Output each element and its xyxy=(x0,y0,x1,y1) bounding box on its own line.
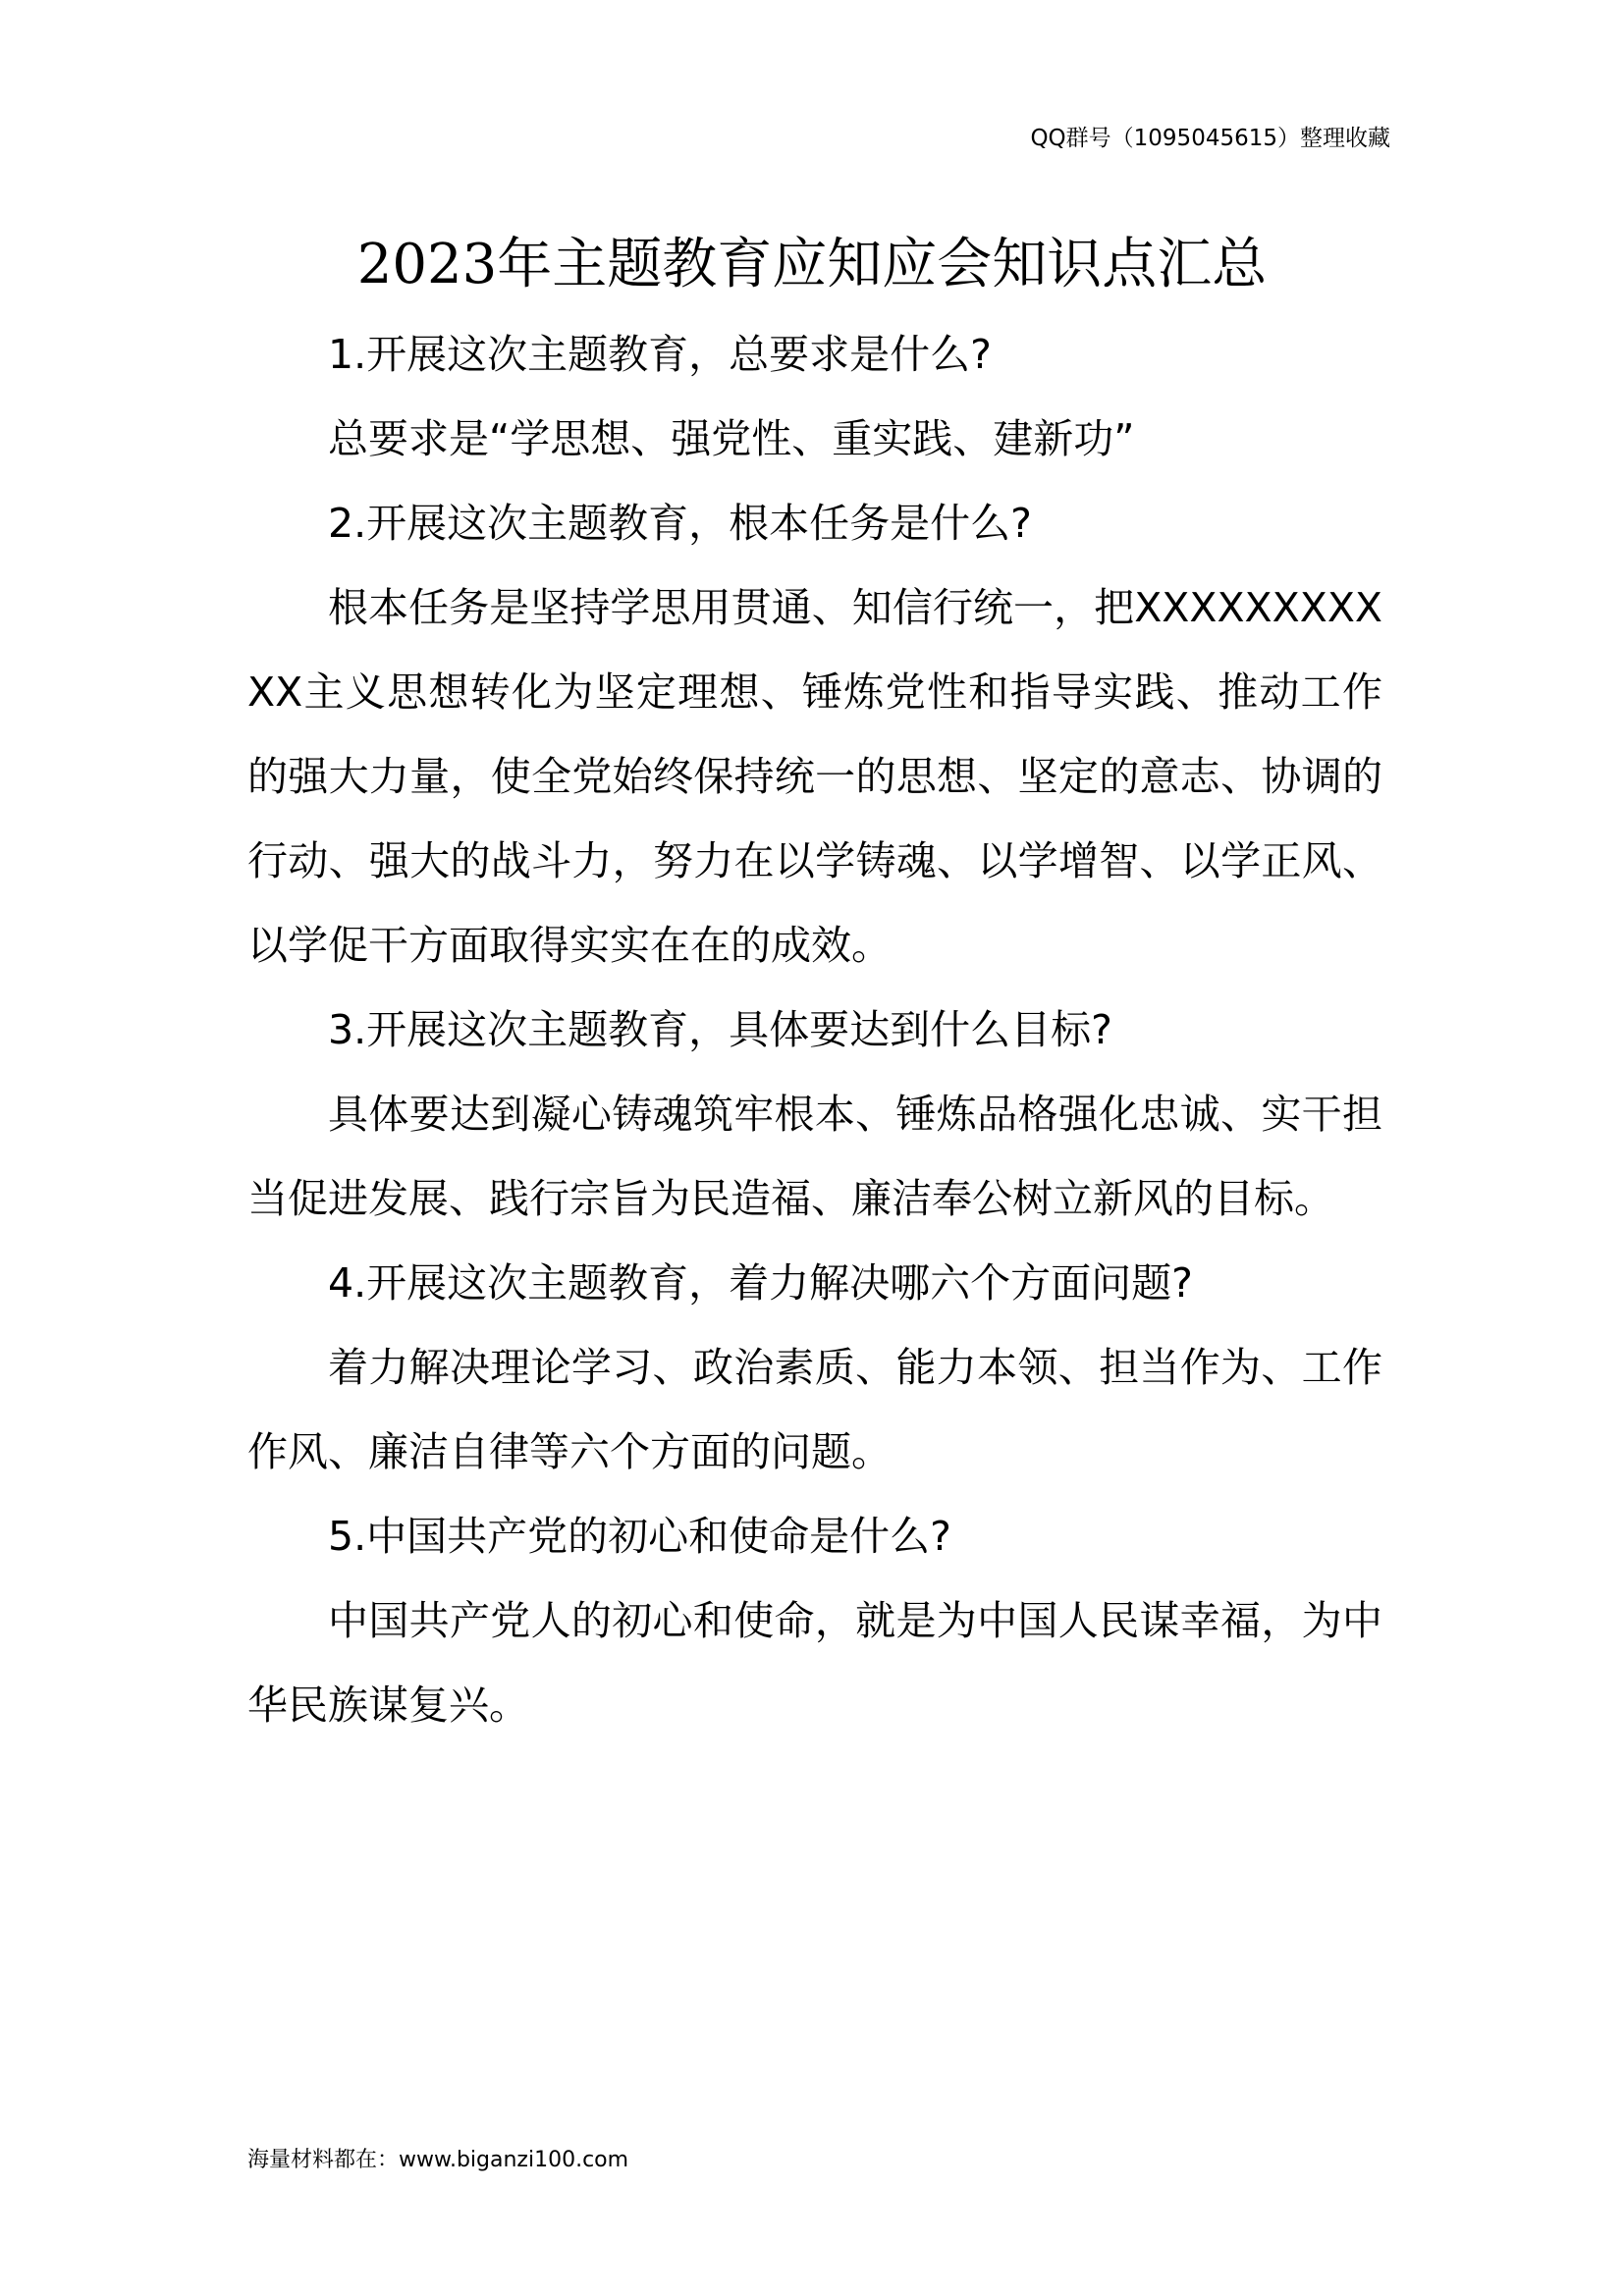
document-title: 2023年主题教育应知应会知识点汇总 xyxy=(356,233,1268,296)
question-3: 3.开展这次主题教育，具体要达到什么目标? xyxy=(328,1006,1112,1053)
question-2: 2.开展这次主题教育，根本任务是什么? xyxy=(328,500,1032,547)
answer-3: 具体要达到凝心铸魂筑牢根本、锤炼品格强化忠诚、实干担当促进发展、践行宗旨为民造福、廉洁奉公树立新风的目标。 xyxy=(247,1091,1382,1222)
footer-note: 海量材料都在：www.biganzi100.com xyxy=(247,2148,629,2172)
document-body xyxy=(247,312,1382,1747)
answer-4: 着力解决理论学习、政治素质、能力本领、担当作为、工作作风、廉洁自律等六个方面的问题。 xyxy=(247,1344,1382,1475)
header-note: QQ群号（1095045615）整理收藏 xyxy=(1030,126,1390,151)
question-4: 4.开展这次主题教育，着力解决哪六个方面问题? xyxy=(328,1259,1193,1307)
question-1: 1.开展这次主题教育，总要求是什么? xyxy=(328,331,992,378)
question-5: 5.中国共产党的初心和使命是什么? xyxy=(328,1513,951,1560)
answer-5: 中国共产党人的初心和使命，就是为中国人民谋幸福，为中华民族谋复兴。 xyxy=(247,1597,1382,1729)
answer-1: 总要求是“学思想、强党性、重实践、建新功” xyxy=(328,415,1135,462)
answer-2: 根本任务是坚持学思用贯通、知信行统一，把XXXXXXXXXXX主义思想转化为坚定理想、锤炼党性和指导实践、推动工作的强大力量，使全党始终保持统一的思想、坚定的意志、协调的行动、强大的战斗力，努力在以学铸魂、以学增智、以学正风、以学促干方面取得实实在在的成效。 xyxy=(247,584,1382,969)
